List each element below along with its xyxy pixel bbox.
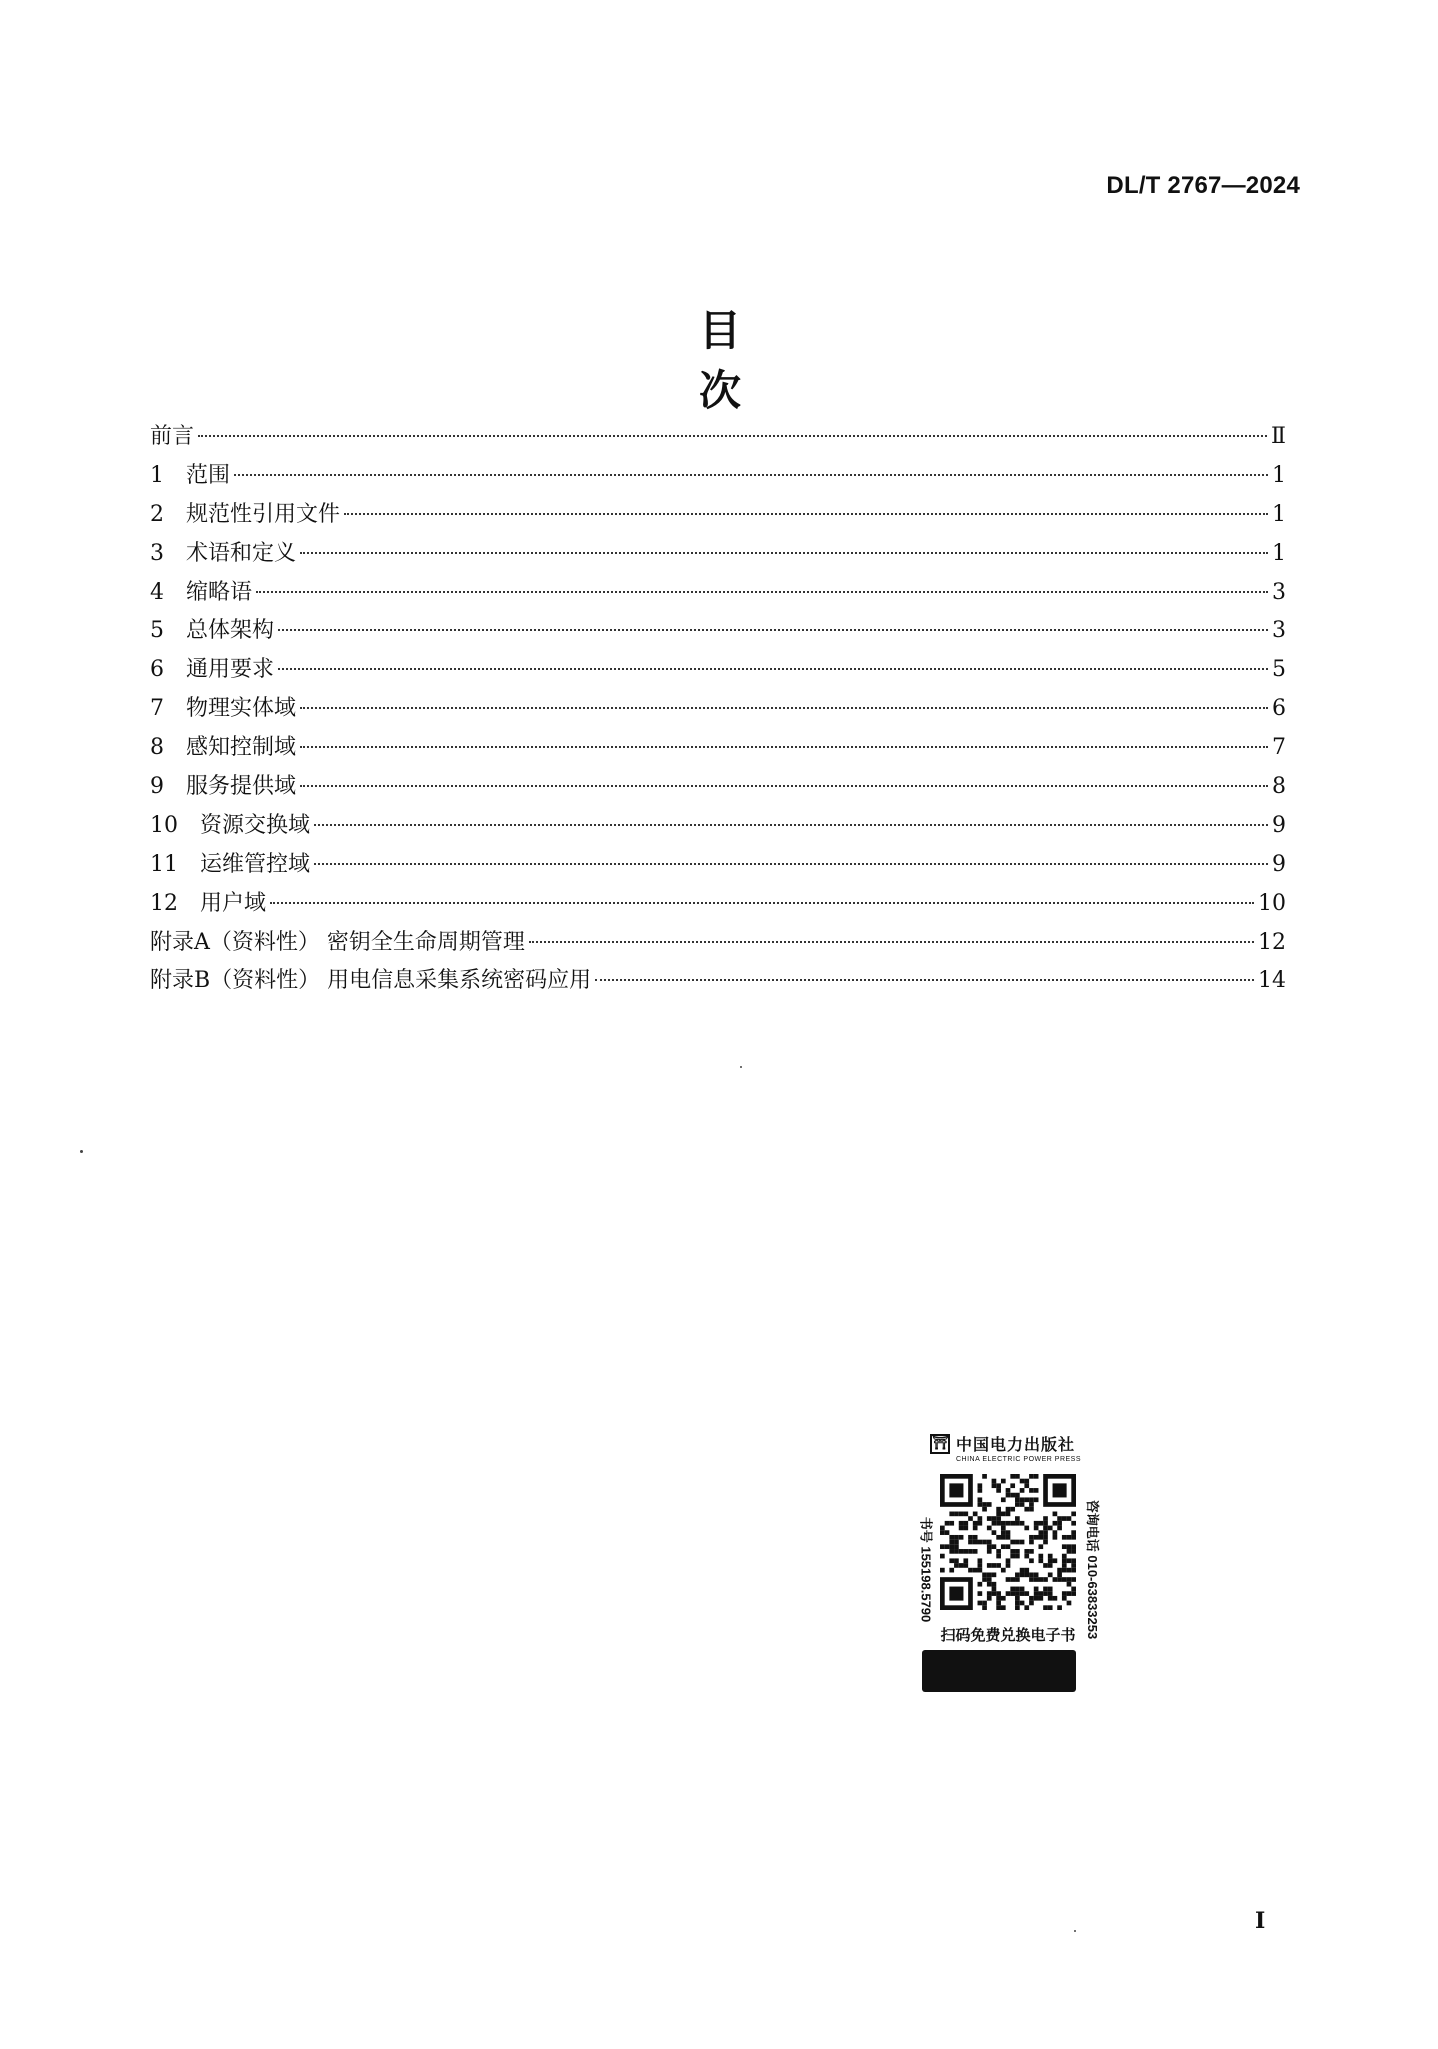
toc-entry-number: 12 (150, 890, 178, 916)
toc-entry[interactable] (150, 885, 1286, 924)
toc-leader-dots (344, 513, 1268, 515)
qr-code[interactable] (940, 1474, 1076, 1610)
hotline: 咨询电话 010-63833253 (1085, 1499, 1101, 1640)
toc-entry-number: 2 (150, 501, 164, 527)
stamp-header (930, 1432, 1075, 1455)
toc-leader-dots (278, 629, 1268, 631)
toc-entry-number: 5 (150, 618, 164, 644)
toc-entry-page: 7 (1272, 735, 1286, 761)
toc-entry-label: 范围 (186, 462, 231, 488)
scan-speck (1074, 1930, 1076, 1932)
toc-entry-page: 1 (1272, 462, 1286, 488)
toc-entry[interactable] (150, 651, 1286, 690)
toc-leader-dots (314, 824, 1268, 826)
toc-entry-label: 术语和定义 (186, 540, 297, 566)
toc-entry-page: 14 (1258, 968, 1286, 994)
toc-leader-dots (256, 591, 1268, 593)
toc-entry-page: 10 (1258, 890, 1286, 916)
toc-entry-label: 服务提供域 (186, 774, 297, 800)
toc-entry[interactable] (150, 574, 1286, 613)
toc-leader-dots (314, 863, 1268, 865)
toc-entry[interactable] (150, 846, 1286, 885)
toc-entry-number: 11 (150, 851, 178, 877)
toc-entry-page: 3 (1272, 618, 1286, 644)
toc-leader-dots (529, 941, 1254, 943)
toc-entry-number: 9 (150, 774, 164, 800)
toc-leader-dots (595, 979, 1254, 981)
toc-leader-dots (300, 707, 1268, 709)
toc-leader-dots (278, 668, 1268, 670)
toc-entry-number: 6 (150, 657, 164, 683)
toc-entry-label: 总体架构 (186, 618, 275, 644)
toc-entry-number: 7 (150, 696, 164, 722)
scan-speck (80, 1150, 83, 1153)
toc-entry-label: 附录B（资料性） 用电信息采集系统密码应用 (150, 968, 592, 994)
toc-entry-page: Ⅱ (1271, 424, 1286, 449)
toc-entry-number: 8 (150, 735, 164, 761)
toc-entry-page: 9 (1272, 851, 1286, 877)
toc-leader-dots (234, 474, 1268, 476)
toc-leader-dots (270, 902, 1254, 904)
toc-entry[interactable] (150, 924, 1286, 963)
toc-title: 目次 (698, 306, 811, 415)
toc-entry[interactable] (150, 962, 1286, 1001)
table-of-contents (150, 418, 1286, 1001)
toc-entry-label: 通用要求 (186, 657, 275, 683)
toc-entry-label: 用户域 (200, 890, 267, 916)
toc-entry-label: 运维管控域 (200, 851, 311, 877)
toc-entry-label: 物理实体域 (186, 696, 297, 722)
toc-entry[interactable] (150, 807, 1286, 846)
publisher-name-en: CHINA ELECTRIC POWER PRESS (956, 1456, 1082, 1463)
toc-entry-label: 前言 (150, 424, 195, 449)
toc-entry-label: 附录A（资料性） 密钥全生命周期管理 (150, 929, 525, 955)
toc-entry-page: 1 (1272, 501, 1286, 527)
toc-entry[interactable] (150, 690, 1286, 729)
toc-entry-page: 12 (1258, 929, 1286, 955)
page-number: I (1255, 1908, 1266, 1934)
toc-leader-dots (300, 552, 1268, 554)
toc-leader-dots (300, 785, 1268, 787)
toc-entry-label: 规范性引用文件 (186, 501, 341, 527)
toc-entry-number: 10 (150, 812, 178, 838)
toc-entry-page: 3 (1272, 579, 1286, 605)
publisher-logo-icon: ⛩ (930, 1434, 950, 1454)
toc-entry[interactable] (150, 535, 1286, 574)
toc-entry[interactable] (150, 418, 1286, 457)
toc-leader-dots (300, 746, 1268, 748)
stamp-caption: 扫码免费兑换电子书 (940, 1626, 1076, 1644)
toc-entry-page: 5 (1272, 657, 1286, 683)
publisher-name: 中国电力出版社 (956, 1435, 1076, 1454)
toc-entry-page: 9 (1272, 812, 1286, 838)
redacted-block (922, 1650, 1076, 1692)
toc-entry-number: 1 (150, 462, 164, 488)
toc-entry-number: 3 (150, 540, 164, 566)
toc-entry-page: 1 (1272, 540, 1286, 566)
publisher-stamp (916, 1428, 1100, 1706)
toc-entry-page: 8 (1272, 774, 1286, 800)
toc-entry[interactable] (150, 768, 1286, 807)
toc-entry-number: 4 (150, 579, 164, 605)
toc-leader-dots (198, 435, 1267, 437)
standard-code: DL/T 2767—2024 (1106, 172, 1300, 199)
toc-entry[interactable] (150, 496, 1286, 535)
toc-entry[interactable] (150, 729, 1286, 768)
toc-entry-label: 资源交换域 (200, 812, 311, 838)
toc-entry[interactable] (150, 612, 1286, 651)
toc-entry-label: 缩略语 (186, 579, 253, 605)
toc-entry-label: 感知控制域 (186, 735, 297, 761)
book-number: 书号 155198.5790 (918, 1516, 934, 1623)
scan-speck (740, 1066, 742, 1068)
toc-entry-page: 6 (1272, 696, 1286, 722)
toc-entry[interactable] (150, 457, 1286, 496)
